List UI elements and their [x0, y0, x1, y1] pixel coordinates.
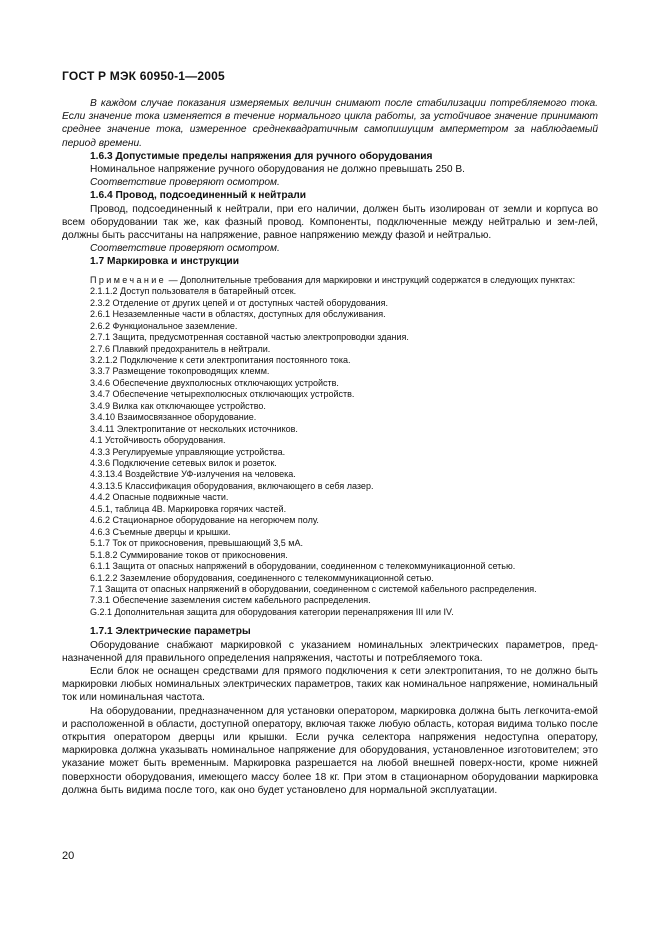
list-item: 5.1.8.2 Суммирование токов от прикосновения.	[90, 549, 288, 560]
heading-1-6-4: 1.6.4 Провод, подсоединенный к нейтрали	[90, 190, 307, 202]
list-item: 3.4.7 Обеспечение четырехполюсных отключающих устройств.	[90, 389, 355, 400]
list-item: 4.6.3 Съемные дверцы и крышки.	[90, 526, 231, 537]
list-item: 7.3.1 Обеспечение заземления систем кабельного распределения.	[90, 595, 371, 606]
note-text: — Дополнительные требования для маркировки и инструкций содержатся в следующих пунктах:	[166, 274, 576, 285]
list-item: 2.6.2 Функциональное заземление.	[90, 320, 238, 331]
document-header: ГОСТ Р МЭК 60950-1—2005	[62, 69, 225, 83]
list-item: 3.4.10 Взаимосвязанное оборудование.	[90, 412, 257, 423]
paragraph-1-6-4: Провод, подсоединенный к нейтрали, при его наличии, должен быть изолирован от земли и корпуса во всем оборудовании так же, как фазный провод. Компоненты, подключенные между нейтралью и зем-лей, должны быть рассчитаны на напряжение, равное напряжению между фазой и нейтралью.	[62, 203, 598, 242]
list-item: 4.4.2 Опасные подвижные части.	[90, 492, 229, 503]
list-item: 2.3.2 Отделение от других цепей и от доступных частей оборудования.	[90, 297, 389, 308]
compliance-1-6-3: Соответствие проверяют осмотром.	[90, 177, 280, 189]
list-item: 4.3.13.5 Классификация оборудования, включающего в себя лазер.	[90, 480, 374, 491]
list-item: 7.1 Защита от опасных напряжений в оборудовании, соединенном с системой кабельного распределения.	[90, 584, 537, 595]
list-item: 4.3.13.4 Воздействие УФ-излучения на человека.	[90, 469, 296, 480]
list-item: 2.7.6 Плавкий предохранитель в нейтрали.	[90, 343, 271, 354]
intro-paragraph: В каждом случае показания измеряемых величин снимают после стабилизации потребляемого тока. Если значение тока изменяется в течение нормального цикла работы, за устойчивое значение принимают среднее значение тока, измеренное среднеквадратичным самопишущим амперметром за наблюдаемый период времени.	[62, 98, 598, 149]
list-item: 3.3.7 Размещение токопроводящих клемм.	[90, 366, 270, 377]
note-paragraph	[62, 275, 598, 287]
list-item: 3.2.1.2 Подключение к сети электропитания постоянного тока.	[90, 354, 351, 365]
page-number: 20	[62, 850, 75, 862]
list-item: 2.1.1.2 Доступ пользователя в батарейный отсек.	[90, 286, 297, 297]
heading-1-6-3: 1.6.3 Допустимые пределы напряжения для ручного оборудования	[90, 150, 433, 162]
document-body	[62, 97, 598, 797]
heading-1-7-1: 1.7.1 Электрические параметры	[90, 626, 251, 638]
list-item: 6.1.2.2 Заземление оборудования, соединенного с телекоммуникационной сетью.	[90, 572, 434, 583]
list-item: G.2.1 Дополнительная защита для оборудования категории перенапряжения III или IV.	[90, 606, 454, 617]
list-item: 4.1 Устойчивость оборудования.	[90, 435, 226, 446]
list-item: 4.3.6 Подключение сетевых вилок и розеток.	[90, 458, 277, 469]
list-item: 2.6.1 Незаземленные части в областях, доступных для обслуживания.	[90, 309, 386, 320]
compliance-1-6-4: Соответствие проверяют осмотром.	[90, 243, 280, 255]
paragraph-1-7-1-c: На оборудовании, предназначенном для установки оператором, маркировка должна быть легкочита-емой и расположенной в области, доступной оператору, включая также любую область, которая видима только после открытия оператором дверцы или крышки. Если ручка селектора напряжения недоступна оператору, маркировка должна указывать номинальное напряжение для оборудования, установленное изготовителем; это указание может быть временным. Маркировка разрешается на любой внешней поверх-ности, кроме нижней поверхности оборудования, имеющего массу более 18 кг. При этом в стационарном оборудовании маркировка должна быть видима после того, как оно будет установлено для нормальной эксплуатации.	[62, 705, 598, 796]
list-item: 2.7.1 Защита, предусмотренная составной частью электропроводки здания.	[90, 332, 409, 343]
list-item: 4.6.2 Стационарное оборудование на негорючем полу.	[90, 515, 319, 526]
note-reference-list	[62, 286, 598, 618]
list-item: 4.3.3 Регулируемые управляющие устройства.	[90, 446, 286, 457]
paragraph-1-7-1-b: Если блок не оснащен средствами для прямого подключения к сети электропитания, то не должно быть маркировки любых номинальных электрических параметров, таких как номинальное напряжение, номинальный ток или номинальная частота.	[62, 665, 598, 704]
note-label: Примечание	[90, 274, 167, 285]
heading-1-7: 1.7 Маркировка и инструкции	[90, 256, 239, 268]
paragraph-1-7-1-a: Оборудование снабжают маркировкой с указанием номинальных электрических параметров, пред-назначенной для правильного определения напряжения, частоты и потребляемого тока.	[62, 639, 598, 664]
list-item: 3.4.11 Электропитание от нескольких источников.	[90, 423, 298, 434]
list-item: 3.4.6 Обеспечение двухполюсных отключающих устройств.	[90, 377, 339, 388]
list-item: 5.1.7 Ток от прикосновения, превышающий 3,5 мА.	[90, 538, 303, 549]
paragraph-1-6-3: Номинальное напряжение ручного оборудования не должно превышать 250 В.	[90, 164, 466, 176]
list-item: 3.4.9 Вилка как отключающее устройство.	[90, 400, 266, 411]
list-item: 4.5.1, таблица 4В. Маркировка горячих частей.	[90, 503, 287, 514]
list-item: 6.1.1 Защита от опасных напряжений в оборудовании, соединенном с телекоммуникационной сетью.	[90, 561, 516, 572]
